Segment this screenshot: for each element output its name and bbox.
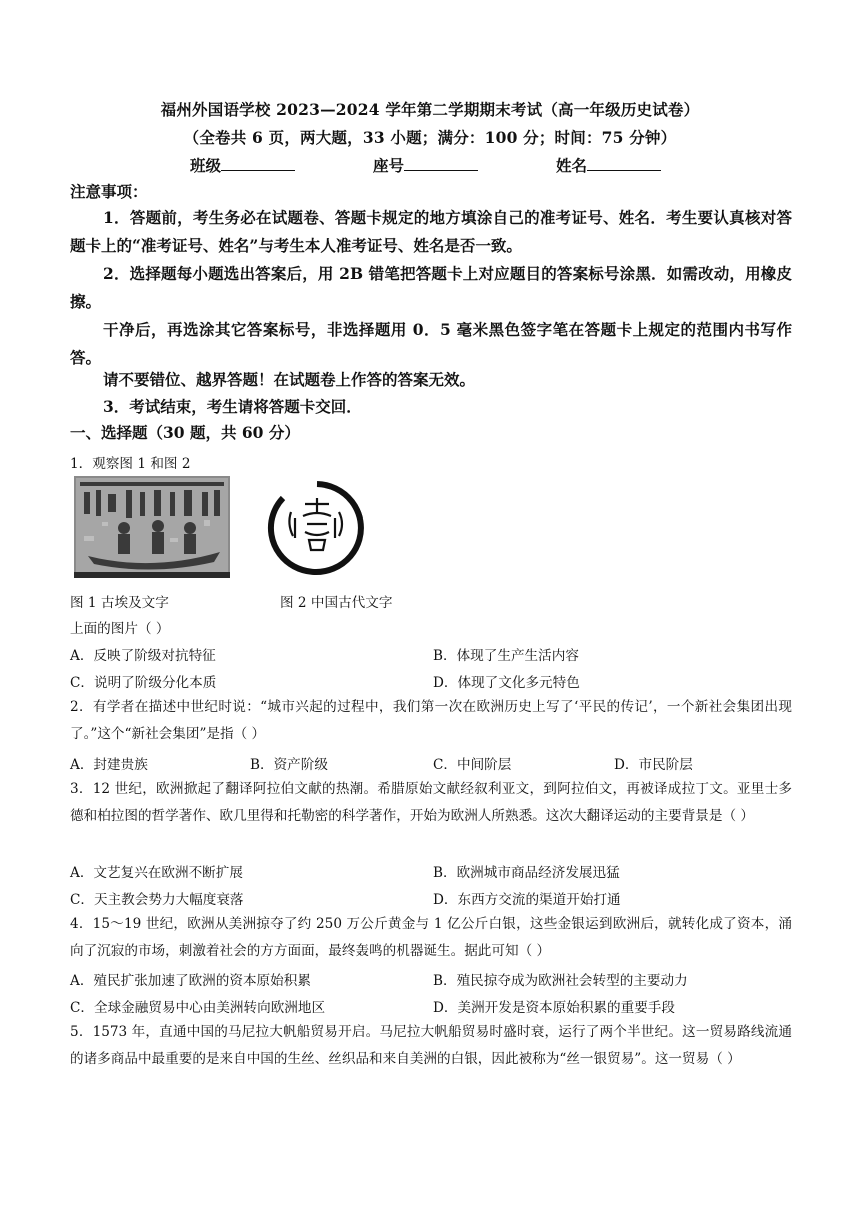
exam-title: 福州外国语学校 2023—2024 学年第二学期期末考试（高一年级历史试卷） (160, 100, 700, 119)
notes-heading: 注意事项： (70, 182, 148, 201)
class-field (190, 154, 295, 176)
q2-option-d[interactable]: D．市民阶层 (614, 757, 693, 773)
q2-option-a[interactable]: A．封建贵族 (70, 757, 148, 773)
class-blank (221, 155, 295, 171)
q1-option-d[interactable]: D．体现了文化多元特色 (433, 675, 580, 691)
q1-prompt: 上面的图片（ ） (70, 621, 170, 637)
q4-option-a[interactable]: A．殖民扩张加速了欧洲的资本原始积累 (70, 973, 311, 989)
name-field (556, 154, 661, 176)
seat-field (373, 154, 478, 176)
egypt-relief-icon (74, 476, 230, 578)
class-label: 班级 (190, 156, 222, 175)
q1-option-b[interactable]: B．体现了生产生活内容 (433, 648, 579, 664)
q3-option-d[interactable]: D．东西方交流的渠道开始打通 (433, 892, 621, 908)
q4-option-b[interactable]: B．殖民掠夺成为欧洲社会转型的主要动力 (433, 973, 688, 989)
q4-option-c[interactable]: C．全球金融贸易中心由美洲转向欧洲地区 (70, 1000, 326, 1016)
note-item-2: 2．选择题每小题选出答案后，用 2B 错笔把答题卡上对应题目的答案标号涂黑．如需改动，用橡皮擦。 (70, 264, 792, 311)
q4-option-d[interactable]: D．美洲开发是资本原始积累的重要手段 (433, 1000, 675, 1016)
name-blank (587, 155, 661, 171)
q3-option-a[interactable]: A．文艺复兴在欧洲不断扩展 (70, 865, 243, 881)
note-item-2b: 干净后，再选涂其它答案标号，非选择题用 0．5 毫米黑色签字笔在答题卡上规定的范围内书写作答。 (70, 320, 792, 367)
chinese-seal-script-icon (265, 478, 369, 576)
q1-option-a[interactable]: A．反映了阶级对抗特征 (70, 648, 216, 664)
q4-stem: 4．15～19 世纪，欧洲从美洲掠夺了约 250 万公斤黄金与 1 亿公斤白银，这些金银运到欧洲后，就转化成了资本，涌向了沉寂的市场，刺激着社会的方方面面，最终轰鸣的机器诞生。据此可知（ ） (70, 916, 792, 959)
fig1-caption: 图 1 古埃及文字 (70, 595, 169, 611)
q3-stem: 3．12 世纪，欧洲掀起了翻译阿拉伯文献的热潮。希腊原始文献经叙利亚文，到阿拉伯文，再被译成拉丁文。亚里士多德和柏拉图的哲学著作、欧几里得和托勒密的科学著作，开始为欧洲人所熟悉。这次大翻译运动的主要背景是（ ） (70, 781, 792, 824)
section-heading: 一、选择题（30 题，共 60 分） (70, 423, 300, 442)
note-item-1: 1．答题前，考生务必在试题卷、答题卡规定的地方填涂自己的准考证号、姓名．考生要认真核对答题卡上的“准考证号、姓名”与考生本人准考证号、姓名是否一致。 (70, 208, 792, 255)
egypt-relief-image (74, 476, 230, 578)
chinese-script-image (265, 478, 369, 576)
q3-option-c[interactable]: C．天主教会势力大幅度衰落 (70, 892, 244, 908)
q1-option-c[interactable]: C．说明了阶级分化本质 (70, 675, 217, 691)
q1-stem: 1．观察图 1 和图 2 (70, 456, 191, 472)
name-label: 姓名 (556, 156, 588, 175)
q5-stem: 5．1573 年，直通中国的马尼拉大帆船贸易开启。马尼拉大帆船贸易时盛时衰，运行了两个半世纪。这一贸易路线流通的诸多商品中最重要的是来自中国的生丝、丝织品和来自美洲的白银，因此被称为“丝一银贸易”。这一贸易（ ） (70, 1024, 792, 1067)
exam-subtitle: （全卷共 6 页，两大题，33 小题；满分：100 分；时间：75 分钟） (183, 128, 677, 147)
note-item-3: 3．考试结束，考生请将答题卡交回． (103, 397, 362, 416)
seat-label: 座号 (373, 156, 405, 175)
q2-stem: 2．有学者在描述中世纪时说：“城市兴起的过程中，我们第一次在欧洲历史上写了‘平民的传记’，一个新社会集团出现了。”这个“新社会集团”是指（ ） (70, 699, 792, 742)
q2-option-b[interactable]: B．资产阶级 (250, 757, 328, 773)
seat-blank (404, 155, 478, 171)
fig2-caption: 图 2 中国古代文字 (280, 595, 393, 611)
q3-option-b[interactable]: B．欧洲城市商品经济发展迅猛 (433, 865, 620, 881)
note-item-2c: 请不要错位、越界答题！在试题卷上作答的答案无效。 (103, 370, 476, 389)
q2-option-c[interactable]: C．中间阶层 (433, 757, 512, 773)
